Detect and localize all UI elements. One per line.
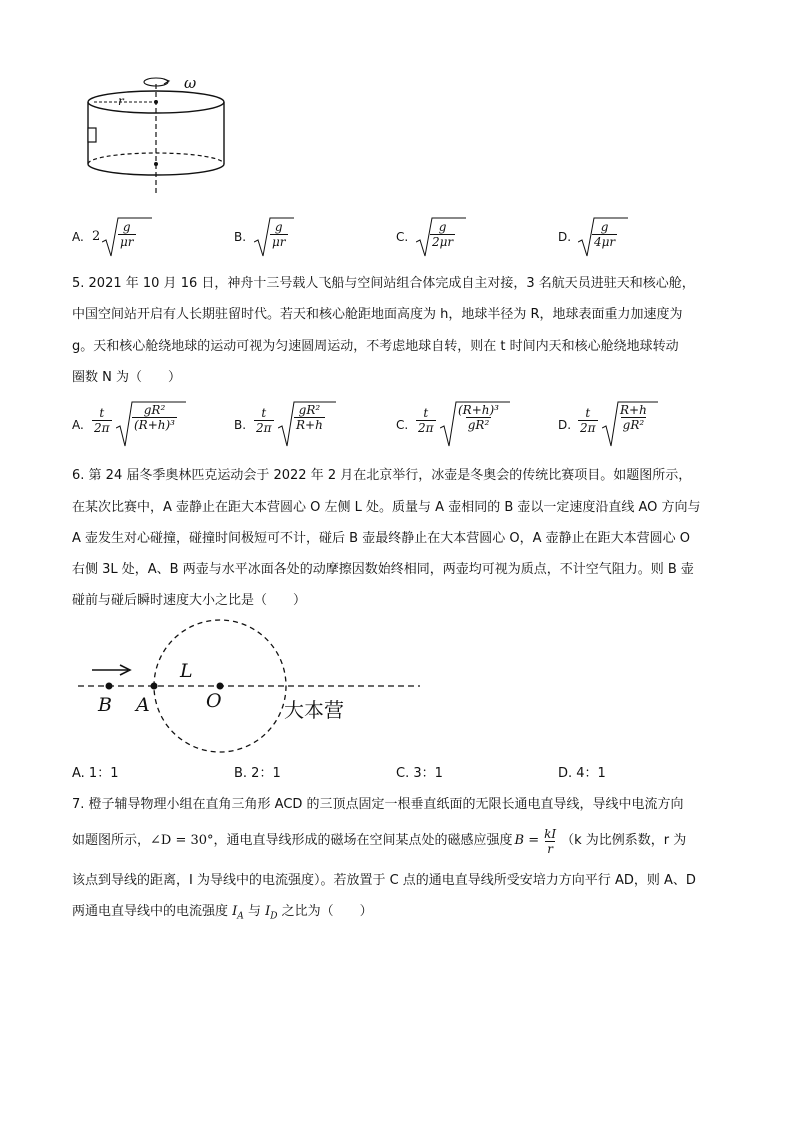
q5-option-a[interactable]: A. $\frac{t}{2\pi}$ $\frac{\text{gR²}}{\text{(R+h)³}}$ (72, 398, 222, 450)
q5-option-c[interactable]: C. $\frac{t}{2\pi}$ $\frac{\text{(R+h)³}}{\text{gR²}}$ (396, 398, 546, 450)
radius-label: r (118, 94, 124, 108)
q5-option-d[interactable]: D. $\frac{t}{2\pi}$ $\frac{R+h}{\text{gR²}}$ (558, 398, 708, 450)
q4-option-c[interactable]: C. $\frac{g}{2\mu r}$ (396, 214, 546, 260)
curling-figure (70, 612, 430, 754)
omega-label: ω (184, 74, 197, 92)
q6-line-1: 6. 第 24 届冬季奥林匹克运动会于 2022 年 2 月在北京举行，冰壶是冬奥会的传统比赛项目。如题图所示， (72, 468, 692, 483)
cylinder-figure (80, 70, 240, 200)
q5-option-b[interactable]: B. $\frac{t}{2\pi}$ $\frac{\text{gR²}}{R+h}$ (234, 398, 384, 450)
q6-line-5: 碰前与碰后瞬时速度大小之比是（ ） (72, 593, 307, 608)
label-O: O (206, 690, 222, 712)
label-L: L (180, 660, 193, 682)
q6-option-c[interactable]: C. 3：1 (396, 766, 443, 781)
q4-option-b[interactable]: B. $\frac{g}{\mu r}$ (234, 214, 384, 260)
q7-line-4: 两通电直导线中的电流强度 $I_A$ 与 $I_D$ 之比为（ ） (72, 904, 373, 922)
q5-line-2: 中国空间站开启有人长期驻留时代。若天和核心舱距地面高度为 h，地球半径为 R，地球表面重力加速度为 (72, 307, 683, 322)
label-B: B (98, 694, 112, 716)
q7-line-1: 7. 橙子辅导物理小组在直角三角形 ACD 的三顶点固定一根垂直纸面的无限长通电直导线，导线中电流方向 (72, 797, 684, 812)
q7-line-2: 如题图所示， ∠D = 30° ，通电直导线形成的磁场在空间某点处的磁感应强度 B = $\frac{kI}{r}$ （k 为比例系数，r 为 (72, 826, 687, 856)
q4-option-a[interactable]: A. 2 $\frac{g}{\mu r}$ (72, 214, 222, 260)
label-A: A (136, 694, 150, 716)
q6-line-2: 在某次比赛中，A 壶静止在距大本营圆心 O 左侧 L 处。质量与 A 壶相同的 B 壶以一定速度沿直线 AO 方向与 (72, 500, 701, 515)
q5-line-4: 圈数 N 为（ ） (72, 370, 181, 385)
label-camp: 大本营 (284, 698, 344, 722)
q6-option-a[interactable]: A. 1：1 (72, 766, 119, 781)
q6-line-3: A 壶发生对心碰撞，碰撞时间极短可不计，碰后 B 壶最终静止在大本营圆心 O，A 壶静止在距大本营圆心 O (72, 531, 690, 546)
q6-line-4: 右侧 3L 处，A、B 两壶与水平冰面各处的动摩擦因数始终相同，两壶均可视为质点，不计空气阻力。则 B 壶 (72, 562, 694, 577)
q5-line-3: g。天和核心舱绕地球的运动可视为匀速圆周运动，不考虑地球自转，则在 t 时间内天和核心舱绕地球转动 (72, 339, 679, 354)
q6-option-d[interactable]: D. 4：1 (558, 766, 606, 781)
q5-line-1: 5. 2021 年 10 月 16 日，神舟十三号载人飞船与空间站组合体完成自主对接，3 名航天员进驻天和核心舱， (72, 276, 695, 291)
q7-line-3: 该点到导线的距离，I 为导线中的电流强度）。若放置于 C 点的通电直导线所受安培力方向平行 AD，则 A、D (72, 873, 696, 888)
q6-option-b[interactable]: B. 2：1 (234, 766, 281, 781)
q4-option-d[interactable]: D. $\frac{g}{4\mu r}$ (558, 214, 708, 260)
